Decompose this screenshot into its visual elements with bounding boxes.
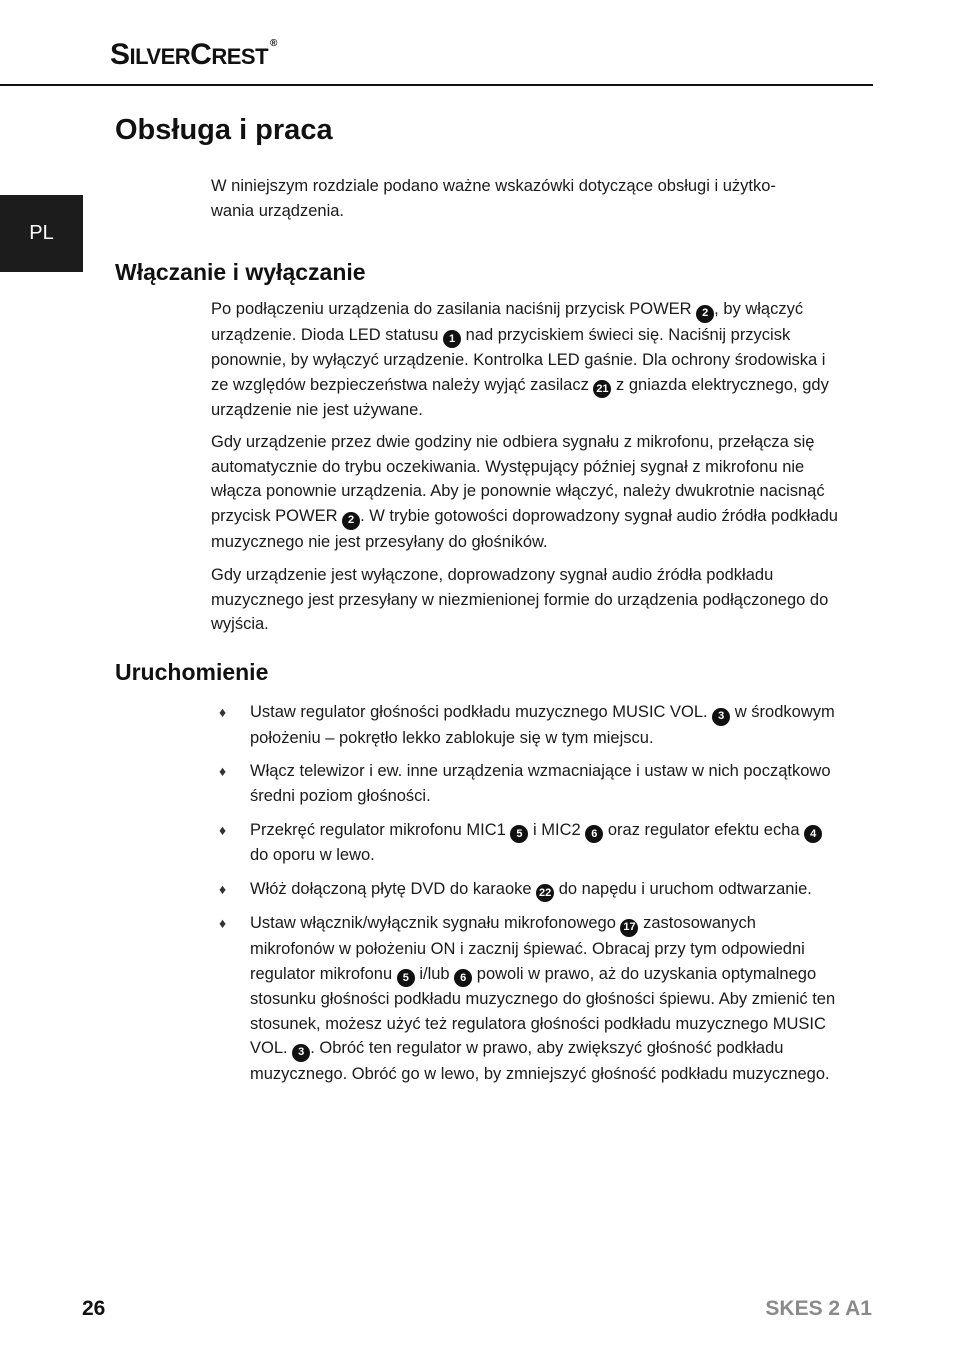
list-item: ♦ Ustaw regulator głośności podkładu muzycznego MUSIC VOL. 3 w środkowym położeniu – pokrętło lekko zablokuje się w tym miejscu. — [211, 700, 843, 750]
page-number: 26 — [82, 1297, 106, 1320]
ref-number-badge: 2 — [342, 512, 360, 530]
power-paragraph-2: Gdy urządzenie przez dwie godziny nie odbiera sygnału z mikrofonu, przełącza się automatycznie do trybu oczekiwania. Występujący później sygnał z mikrofonu nie włącza ponownie urządzenia. Aby je ponownie włączyć, należy dwukrotnie nacisnąć przycisk POWER 2 . W trybie gotowości doprowadzony sygnał audio źródła podkładu muzycznego nie jest przesyłany do głośników. — [211, 433, 838, 551]
section-heading-startup: Uruchomienie — [115, 659, 269, 685]
header-rule — [0, 84, 873, 86]
list-item: ♦ Włóż dołączoną płytę DVD do karaoke 22 do napędu i uruchom odtwarzanie. — [211, 877, 843, 903]
ref-number-badge: 3 — [712, 708, 730, 726]
ref-number-badge: 2 — [696, 305, 714, 323]
model-name: SKES 2 A1 — [765, 1297, 872, 1320]
ref-number-badge: 17 — [620, 919, 638, 937]
section-heading-power: Włączanie i wyłączanie — [115, 259, 366, 285]
diamond-bullet-icon: ♦ — [219, 880, 227, 897]
language-tab: PL — [0, 195, 83, 272]
ref-number-badge: 5 — [510, 825, 528, 843]
ref-number-badge: 21 — [593, 380, 611, 398]
ref-number-badge: 3 — [292, 1044, 310, 1062]
ref-number-badge: 4 — [804, 825, 822, 843]
ref-number-badge: 6 — [585, 825, 603, 843]
startup-steps-list — [211, 700, 843, 1096]
diamond-bullet-icon: ♦ — [219, 763, 227, 780]
list-item: ♦ Ustaw włącznik/wyłącznik sygnału mikrofonowego 17 zastosowanych mikrofonów w położeniu ON i zacznij śpiewać. Obracaj przy tym odpowiedni regulator mikrofonu 5 i/lub 6 powoli w prawo, aż do uzyskania optymalnego stosunku głośności podkładu muzycznego do głośności śpiewu. Aby zmienić ten stosunek, możesz użyć też regulatora głośności podkładu muzycznego MUSIC VOL. 3 . Obróć ten regulator w prawo, aby zwiększyć głośność podkładu muzycznego. Obróć go w lewo, by zmniejszyć głośność podkładu muzycznego. — [211, 911, 843, 1086]
power-paragraph-3: Gdy urządzenie jest wyłączone, doprowadzony sygnał audio źródła podkładu muzycznego jest przesyłany w niezmienionej formie do urządzenia podłączonego do wyjścia. — [211, 566, 829, 634]
silvercrest-logo: SILVERCREST® — [110, 38, 277, 71]
list-item: ♦ Włącz telewizor i ew. inne urządzenia wzmacniające i ustaw w nich początkowo średni poziom głośności. — [211, 759, 843, 808]
ref-number-badge: 1 — [443, 330, 461, 348]
diamond-bullet-icon: ♦ — [219, 821, 227, 838]
diamond-bullet-icon: ♦ — [219, 915, 227, 932]
list-item: ♦ Przekręć regulator mikrofonu MIC1 5 i MIC2 6 oraz regulator efektu echa 4 do oporu w lewo. — [211, 818, 843, 868]
ref-number-badge: 22 — [536, 884, 554, 902]
page-title: Obsługa i praca — [115, 114, 333, 146]
power-paragraph-1: Po podłączeniu urządzenia do zasilania naciśnij przycisk POWER 2 , by włączyć urządzenie. Dioda LED statusu 1 nad przyciskiem świeci się. Naciśnij przycisk ponownie, by wyłączyć urządzenie. Kontrolka LED gaśnie. Dla ochrony środowiska i ze względów bezpieczeństwa należy wyjąć zasilacz 21 z gniazda elektrycznego, gdy urządzenie nie jest używane. — [211, 300, 829, 420]
ref-number-badge: 6 — [454, 969, 472, 987]
ref-number-badge: 5 — [397, 969, 415, 987]
intro-paragraph: W niniejszym rozdziale podano ważne wskazówki dotyczące obsługi i użytko- wania urządzenia. — [211, 177, 776, 220]
diamond-bullet-icon: ♦ — [219, 704, 227, 720]
